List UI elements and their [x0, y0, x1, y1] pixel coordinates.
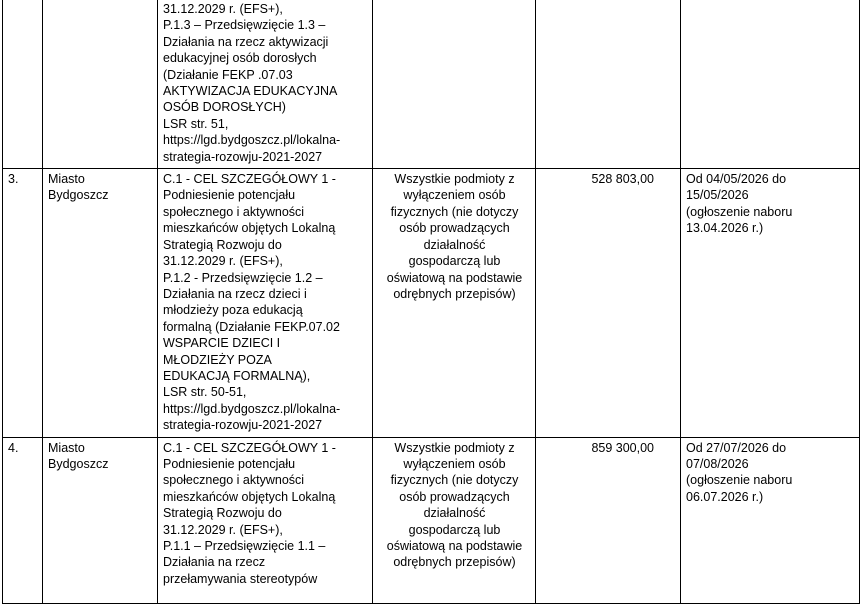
amount-cell [536, 0, 681, 169]
amount-cell [536, 437, 681, 603]
eligible-line: wyłączeniem osób [403, 456, 506, 471]
description-line: OSÓB DOROSŁYCH) [163, 100, 286, 115]
description-line: 31.12.2029 r. (EFS+), [163, 522, 283, 537]
period-line: (ogłoszenie naboru [686, 473, 793, 488]
description-line: Działania na rzecz [163, 555, 266, 570]
eligible-cell [373, 0, 536, 169]
description-line: P.1.2 - Przedsięwzięcie 1.2 – [163, 270, 323, 285]
eligible-line: wyłączeniem osób [403, 188, 506, 203]
table-row [3, 0, 860, 169]
row-number: 4. [8, 440, 19, 455]
eligible-line: działalność [423, 506, 486, 521]
description-link-line: strategia-rozowju-2021-2027 [163, 418, 323, 433]
eligible-line: osób prowadzących [399, 489, 510, 504]
period-cell [681, 437, 860, 603]
description-line: C.1 - CEL SZCZEGÓŁOWY 1 - [163, 172, 336, 187]
description-line: P.1.3 – Przedsięwzięcie 1.3 – [163, 18, 326, 33]
description-link-line: https://lgd.bydgoszcz.pl/lokalna- [163, 133, 341, 148]
description-line: LSR str. 50-51, [163, 385, 247, 400]
description-line: 31.12.2029 r. (EFS+), [163, 254, 283, 269]
description-line: 31.12.2029 r. (EFS+), [163, 2, 283, 16]
period-line: Od 04/05/2026 do [686, 172, 787, 187]
description-line: społecznego i aktywności [163, 473, 305, 488]
description-line: (Działanie FEKP .07.03 [163, 67, 293, 82]
beneficiary-line: Miasto [48, 440, 85, 455]
eligible-line: oświatową na podstawie [386, 270, 523, 285]
period-line: 06.07.2026 r.) [686, 489, 764, 504]
description-line: Działania na rzecz aktywizacji [163, 34, 329, 49]
description-line: P.1.1 – Przedsięwzięcie 1.1 – [163, 539, 326, 553]
row-number-cell [3, 169, 43, 438]
description-line: formalną (Działanie FEKP.07.02 [163, 319, 340, 334]
period-line: 13.04.2026 r.) [686, 221, 764, 236]
beneficiary-line: Bydgoszcz [48, 188, 109, 203]
row-number-cell [3, 437, 43, 603]
period-line: Od 27/07/2026 do [686, 440, 787, 455]
description-line: WSPARCIE DZIECI I [163, 336, 281, 351]
description-line: EDUKACJĄ FORMALNĄ), [163, 368, 311, 383]
description-line: Podniesienie potencjału [163, 456, 296, 471]
eligible-cell [373, 437, 536, 603]
description-line: Działania na rzecz dzieci i [163, 286, 307, 301]
description-cell [158, 0, 373, 169]
eligible-line: odrębnych przepisów) [393, 555, 516, 570]
description-line: mieszkańców objętych Lokalną [163, 489, 336, 504]
eligible-line: Wszystkie podmioty z [394, 172, 515, 187]
description-line: Strategią Rozwoju do [163, 237, 282, 252]
table-row [3, 437, 860, 603]
eligible-line: gospodarczą lub [408, 522, 501, 537]
description-line: AKTYWIZACJA EDUKACYJNA [163, 84, 338, 99]
description-line: MŁODZIEŻY POZA [163, 352, 272, 367]
description-cell [158, 169, 373, 438]
table-row [3, 169, 860, 438]
beneficiary-line: Miasto [48, 172, 85, 187]
period-line: 07/08/2026 [686, 456, 749, 471]
period-cell [681, 0, 860, 169]
amount-cell [536, 169, 681, 438]
beneficiary-cell [43, 169, 158, 438]
description-line: Strategią Rozwoju do [163, 506, 282, 521]
description-line: społecznego i aktywności [163, 204, 305, 219]
row-number-cell [3, 0, 43, 169]
description-line: LSR str. 51, [163, 116, 229, 131]
beneficiary-line: Bydgoszcz [48, 456, 109, 471]
eligible-line: działalność [423, 237, 486, 252]
amount-value: 528 803,00 [591, 172, 654, 187]
eligible-line: Wszystkie podmioty z [394, 440, 515, 455]
description-line: C.1 - CEL SZCZEGÓŁOWY 1 - [163, 440, 336, 455]
description-line: mieszkańców objętych Lokalną [163, 221, 336, 236]
description-line: edukacyjnej osób dorosłych [163, 51, 317, 66]
description-link-line: https://lgd.bydgoszcz.pl/lokalna- [163, 401, 341, 416]
eligible-line: gospodarczą lub [408, 254, 501, 269]
eligible-line: oświatową na podstawie [386, 539, 523, 553]
period-line: 15/05/2026 [686, 188, 749, 203]
eligible-line: osób prowadzących [399, 221, 510, 236]
eligible-line: odrębnych przepisów) [393, 286, 516, 301]
amount-value: 859 300,00 [591, 440, 654, 455]
beneficiary-cell [43, 437, 158, 603]
description-cell [158, 437, 373, 603]
beneficiary-cell [43, 0, 158, 169]
description-line: młodzieży poza edukacją [163, 303, 303, 318]
eligible-line: fizycznych (nie dotyczy [390, 473, 519, 488]
eligible-cell [373, 169, 536, 438]
description-line: Podniesienie potencjału [163, 188, 296, 203]
period-cell [681, 169, 860, 438]
eligible-line: fizycznych (nie dotyczy [390, 204, 519, 219]
calls-table [2, 0, 860, 604]
row-number: 3. [8, 172, 19, 187]
description-line: przełamywania stereotypów [163, 571, 318, 586]
period-line: (ogłoszenie naboru [686, 204, 793, 219]
description-link-line: strategia-rozowju-2021-2027 [163, 149, 323, 164]
